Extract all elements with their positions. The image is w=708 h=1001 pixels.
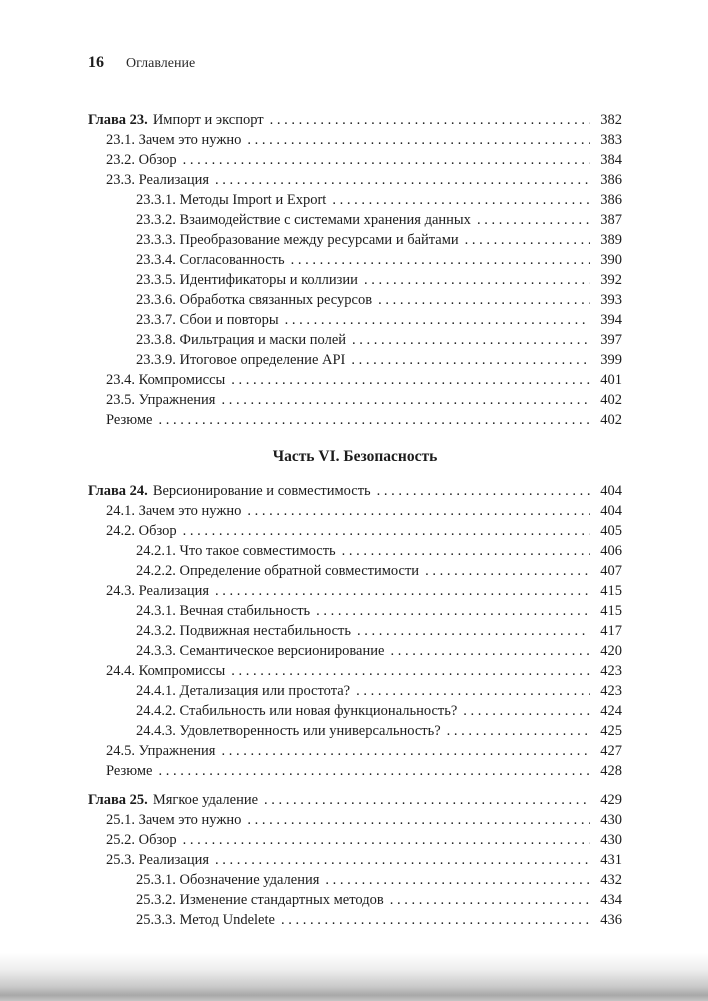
toc-entry bbox=[88, 190, 622, 210]
dot-leader bbox=[425, 561, 590, 581]
toc-entry-title: 23.3.7. Сбои и повторы bbox=[136, 312, 279, 328]
toc-entry bbox=[88, 150, 622, 170]
toc-entry-page: 399 bbox=[600, 352, 622, 368]
dot-leader bbox=[221, 741, 590, 761]
toc-entry-page: 432 bbox=[600, 872, 622, 888]
dot-leader bbox=[183, 521, 590, 541]
toc-entry-page: 394 bbox=[600, 312, 622, 328]
toc-entry-title: 23.3.8. Фильтрация и маски полей bbox=[136, 332, 347, 348]
dot-leader bbox=[390, 641, 590, 661]
toc-entry bbox=[88, 681, 622, 701]
toc-entry-page: 405 bbox=[600, 523, 622, 539]
toc-entry-page: 420 bbox=[600, 643, 622, 659]
toc-entry-page: 393 bbox=[600, 292, 622, 308]
toc-entry-page: 436 bbox=[600, 912, 622, 928]
toc-entry-title: 23.2. Обзор bbox=[106, 152, 177, 168]
toc-entry-title: 24.4.2. Стабильность или новая функциональность? bbox=[136, 703, 458, 719]
toc-entry-title: 25.1. Зачем это нужно bbox=[106, 812, 242, 828]
dot-leader bbox=[221, 390, 590, 410]
toc-entry bbox=[88, 830, 622, 850]
toc-entry-page: 390 bbox=[600, 252, 622, 268]
toc-entry-page: 402 bbox=[600, 412, 622, 428]
toc-entry bbox=[88, 761, 622, 781]
dot-leader bbox=[215, 850, 590, 870]
dot-leader bbox=[357, 621, 590, 641]
toc-entry bbox=[88, 521, 622, 541]
toc-entry-title: 24.3. Реализация bbox=[106, 583, 210, 599]
toc-entry bbox=[88, 910, 622, 930]
toc-entry bbox=[88, 410, 622, 430]
toc-entry bbox=[88, 890, 622, 910]
dot-leader bbox=[247, 810, 590, 830]
dot-leader bbox=[351, 350, 590, 370]
toc-entry-page: 386 bbox=[600, 172, 622, 188]
dot-leader bbox=[247, 501, 590, 521]
toc-entry bbox=[88, 130, 622, 150]
dot-leader bbox=[316, 601, 590, 621]
toc-entry-title: 23.3.1. Методы Import и Export bbox=[136, 192, 327, 208]
dot-leader bbox=[352, 330, 590, 350]
dot-leader bbox=[158, 410, 590, 430]
toc-entry-page: 423 bbox=[600, 663, 622, 679]
toc-entry bbox=[88, 370, 622, 390]
page-number: 16 bbox=[88, 54, 104, 71]
toc-entry-page: 431 bbox=[600, 852, 622, 868]
dot-leader bbox=[463, 701, 590, 721]
dot-leader bbox=[477, 210, 590, 230]
toc-entry-title: 24.4.3. Удовлетворенность или универсальность? bbox=[136, 723, 441, 739]
toc-entry-title: 24.2.2. Определение обратной совместимости bbox=[136, 563, 420, 579]
toc-entry-title: 24.1. Зачем это нужно bbox=[106, 503, 242, 519]
toc-entry-title: 23.5. Упражнения bbox=[106, 392, 216, 408]
toc-entry-page: 430 bbox=[600, 812, 622, 828]
toc-entry-title: 23.3. Реализация bbox=[106, 172, 210, 188]
toc-entry-page: 387 bbox=[600, 212, 622, 228]
dot-leader bbox=[364, 270, 590, 290]
toc-entry bbox=[88, 661, 622, 681]
toc-entry-title: 24.2.1. Что такое совместимость bbox=[136, 543, 336, 559]
toc-entry-chapter-label: Глава 23. bbox=[88, 112, 148, 128]
toc-entry-page: 415 bbox=[600, 603, 622, 619]
toc-entry bbox=[88, 350, 622, 370]
toc-entry bbox=[88, 110, 622, 130]
toc-entry bbox=[88, 541, 622, 561]
page-content bbox=[88, 54, 622, 930]
page-bottom-edge-shadow bbox=[0, 953, 708, 1001]
dot-leader bbox=[356, 681, 590, 701]
dot-leader bbox=[377, 481, 590, 501]
toc-entry-page: 428 bbox=[600, 763, 622, 779]
dot-leader bbox=[342, 541, 590, 561]
toc-entry-page: 430 bbox=[600, 832, 622, 848]
dot-leader bbox=[447, 721, 590, 741]
toc-entry-title: 23.3.2. Взаимодействие с системами хранения данных bbox=[136, 212, 471, 228]
toc-entry-page: 415 bbox=[600, 583, 622, 599]
toc-entry-page: 386 bbox=[600, 192, 622, 208]
toc-entry bbox=[88, 641, 622, 661]
toc-entry-page: 397 bbox=[600, 332, 622, 348]
toc-entry-title: 23.3.9. Итоговое определение API bbox=[136, 352, 346, 368]
toc-entry-title: Резюме bbox=[106, 763, 153, 779]
toc-entry-title: 25.3.1. Обозначение удаления bbox=[136, 872, 320, 888]
toc-entry-page: 404 bbox=[600, 483, 622, 499]
dot-leader bbox=[332, 190, 590, 210]
toc-entry bbox=[88, 250, 622, 270]
toc-entry bbox=[88, 741, 622, 761]
dot-leader bbox=[270, 110, 590, 130]
toc-entry-title: 23.1. Зачем это нужно bbox=[106, 132, 242, 148]
dot-leader bbox=[183, 830, 590, 850]
toc-entry-title: 24.4. Компромиссы bbox=[106, 663, 226, 679]
toc-list bbox=[88, 110, 622, 930]
toc-entry-title: Импорт и экспорт bbox=[152, 112, 264, 128]
toc-entry-title: 23.3.5. Идентификаторы и коллизии bbox=[136, 272, 358, 288]
toc-entry-title: 24.3.3. Семантическое версионирование bbox=[136, 643, 385, 659]
dot-leader bbox=[231, 661, 590, 681]
toc-entry-page: 434 bbox=[600, 892, 622, 908]
toc-entry-page: 401 bbox=[600, 372, 622, 388]
toc-entry-title: 24.5. Упражнения bbox=[106, 743, 216, 759]
toc-entry bbox=[88, 561, 622, 581]
toc-entry-page: 389 bbox=[600, 232, 622, 248]
toc-entry-title: 24.2. Обзор bbox=[106, 523, 177, 539]
dot-leader bbox=[158, 761, 590, 781]
toc-entry bbox=[88, 621, 622, 641]
toc-entry bbox=[88, 701, 622, 721]
toc-entry-page: 382 bbox=[600, 112, 622, 128]
toc-entry bbox=[88, 310, 622, 330]
dot-leader bbox=[183, 150, 590, 170]
toc-entry-page: 383 bbox=[600, 132, 622, 148]
toc-entry-title: 25.3.3. Метод Undelete bbox=[136, 912, 275, 928]
toc-entry bbox=[88, 601, 622, 621]
toc-entry bbox=[88, 170, 622, 190]
toc-entry-title: 24.4.1. Детализация или простота? bbox=[136, 683, 351, 699]
toc-entry bbox=[88, 501, 622, 521]
toc-entry bbox=[88, 790, 622, 810]
toc-entry-page: 392 bbox=[600, 272, 622, 288]
toc-entry-title: 24.3.2. Подвижная нестабильность bbox=[136, 623, 351, 639]
running-head bbox=[88, 54, 622, 72]
dot-leader bbox=[378, 290, 590, 310]
dot-leader bbox=[281, 910, 590, 930]
dot-leader bbox=[264, 790, 590, 810]
dot-leader bbox=[247, 130, 590, 150]
toc-entry-page: 429 bbox=[600, 792, 622, 808]
toc-entry-chapter-label: Глава 25. bbox=[88, 792, 148, 808]
toc-entry-page: 407 bbox=[600, 563, 622, 579]
toc-entry-page: 427 bbox=[600, 743, 622, 759]
dot-leader bbox=[390, 890, 590, 910]
toc-entry-title: 24.3.1. Вечная стабильность bbox=[136, 603, 311, 619]
dot-leader bbox=[465, 230, 590, 250]
dot-leader bbox=[215, 170, 590, 190]
toc-entry-page: 425 bbox=[600, 723, 622, 739]
toc-entry bbox=[88, 810, 622, 830]
dot-leader bbox=[231, 370, 590, 390]
toc-entry-title: 23.3.6. Обработка связанных ресурсов bbox=[136, 292, 373, 308]
toc-entry bbox=[88, 721, 622, 741]
toc-entry-title: Версионирование и совместимость bbox=[152, 483, 371, 499]
toc-entry-page: 424 bbox=[600, 703, 622, 719]
toc-entry-title: 25.3.2. Изменение стандартных методов bbox=[136, 892, 384, 908]
toc-entry bbox=[88, 850, 622, 870]
toc-entry-page: 417 bbox=[600, 623, 622, 639]
toc-entry-title: 23.3.4. Согласованность bbox=[136, 252, 285, 268]
toc-entry bbox=[88, 290, 622, 310]
toc-entry-title: 25.3. Реализация bbox=[106, 852, 210, 868]
part-heading: Часть VI. Безопасность bbox=[272, 448, 438, 465]
toc-entry-title: 25.2. Обзор bbox=[106, 832, 177, 848]
toc-entry bbox=[88, 230, 622, 250]
toc-entry-page: 384 bbox=[600, 152, 622, 168]
toc-entry-page: 406 bbox=[600, 543, 622, 559]
toc-entry bbox=[88, 581, 622, 601]
toc-entry-chapter-label: Глава 24. bbox=[88, 483, 148, 499]
toc-entry bbox=[88, 390, 622, 410]
toc-entry-page: 423 bbox=[600, 683, 622, 699]
toc-entry-title: Мягкое удаление bbox=[152, 792, 259, 808]
dot-leader bbox=[291, 250, 590, 270]
dot-leader bbox=[215, 581, 590, 601]
toc-entry-title: 23.3.3. Преобразование между ресурсами и байтами bbox=[136, 232, 459, 248]
toc-entry bbox=[88, 270, 622, 290]
toc-entry bbox=[88, 210, 622, 230]
toc-entry-title: Резюме bbox=[106, 412, 153, 428]
toc-entry-page: 402 bbox=[600, 392, 622, 408]
toc-entry bbox=[88, 481, 622, 501]
running-head-title: Оглавление bbox=[126, 56, 196, 71]
toc-entry-title: 23.4. Компромиссы bbox=[106, 372, 226, 388]
toc-entry bbox=[88, 330, 622, 350]
dot-leader bbox=[325, 870, 590, 890]
dot-leader bbox=[285, 310, 590, 330]
toc-entry bbox=[88, 870, 622, 890]
toc-entry-page: 404 bbox=[600, 503, 622, 519]
